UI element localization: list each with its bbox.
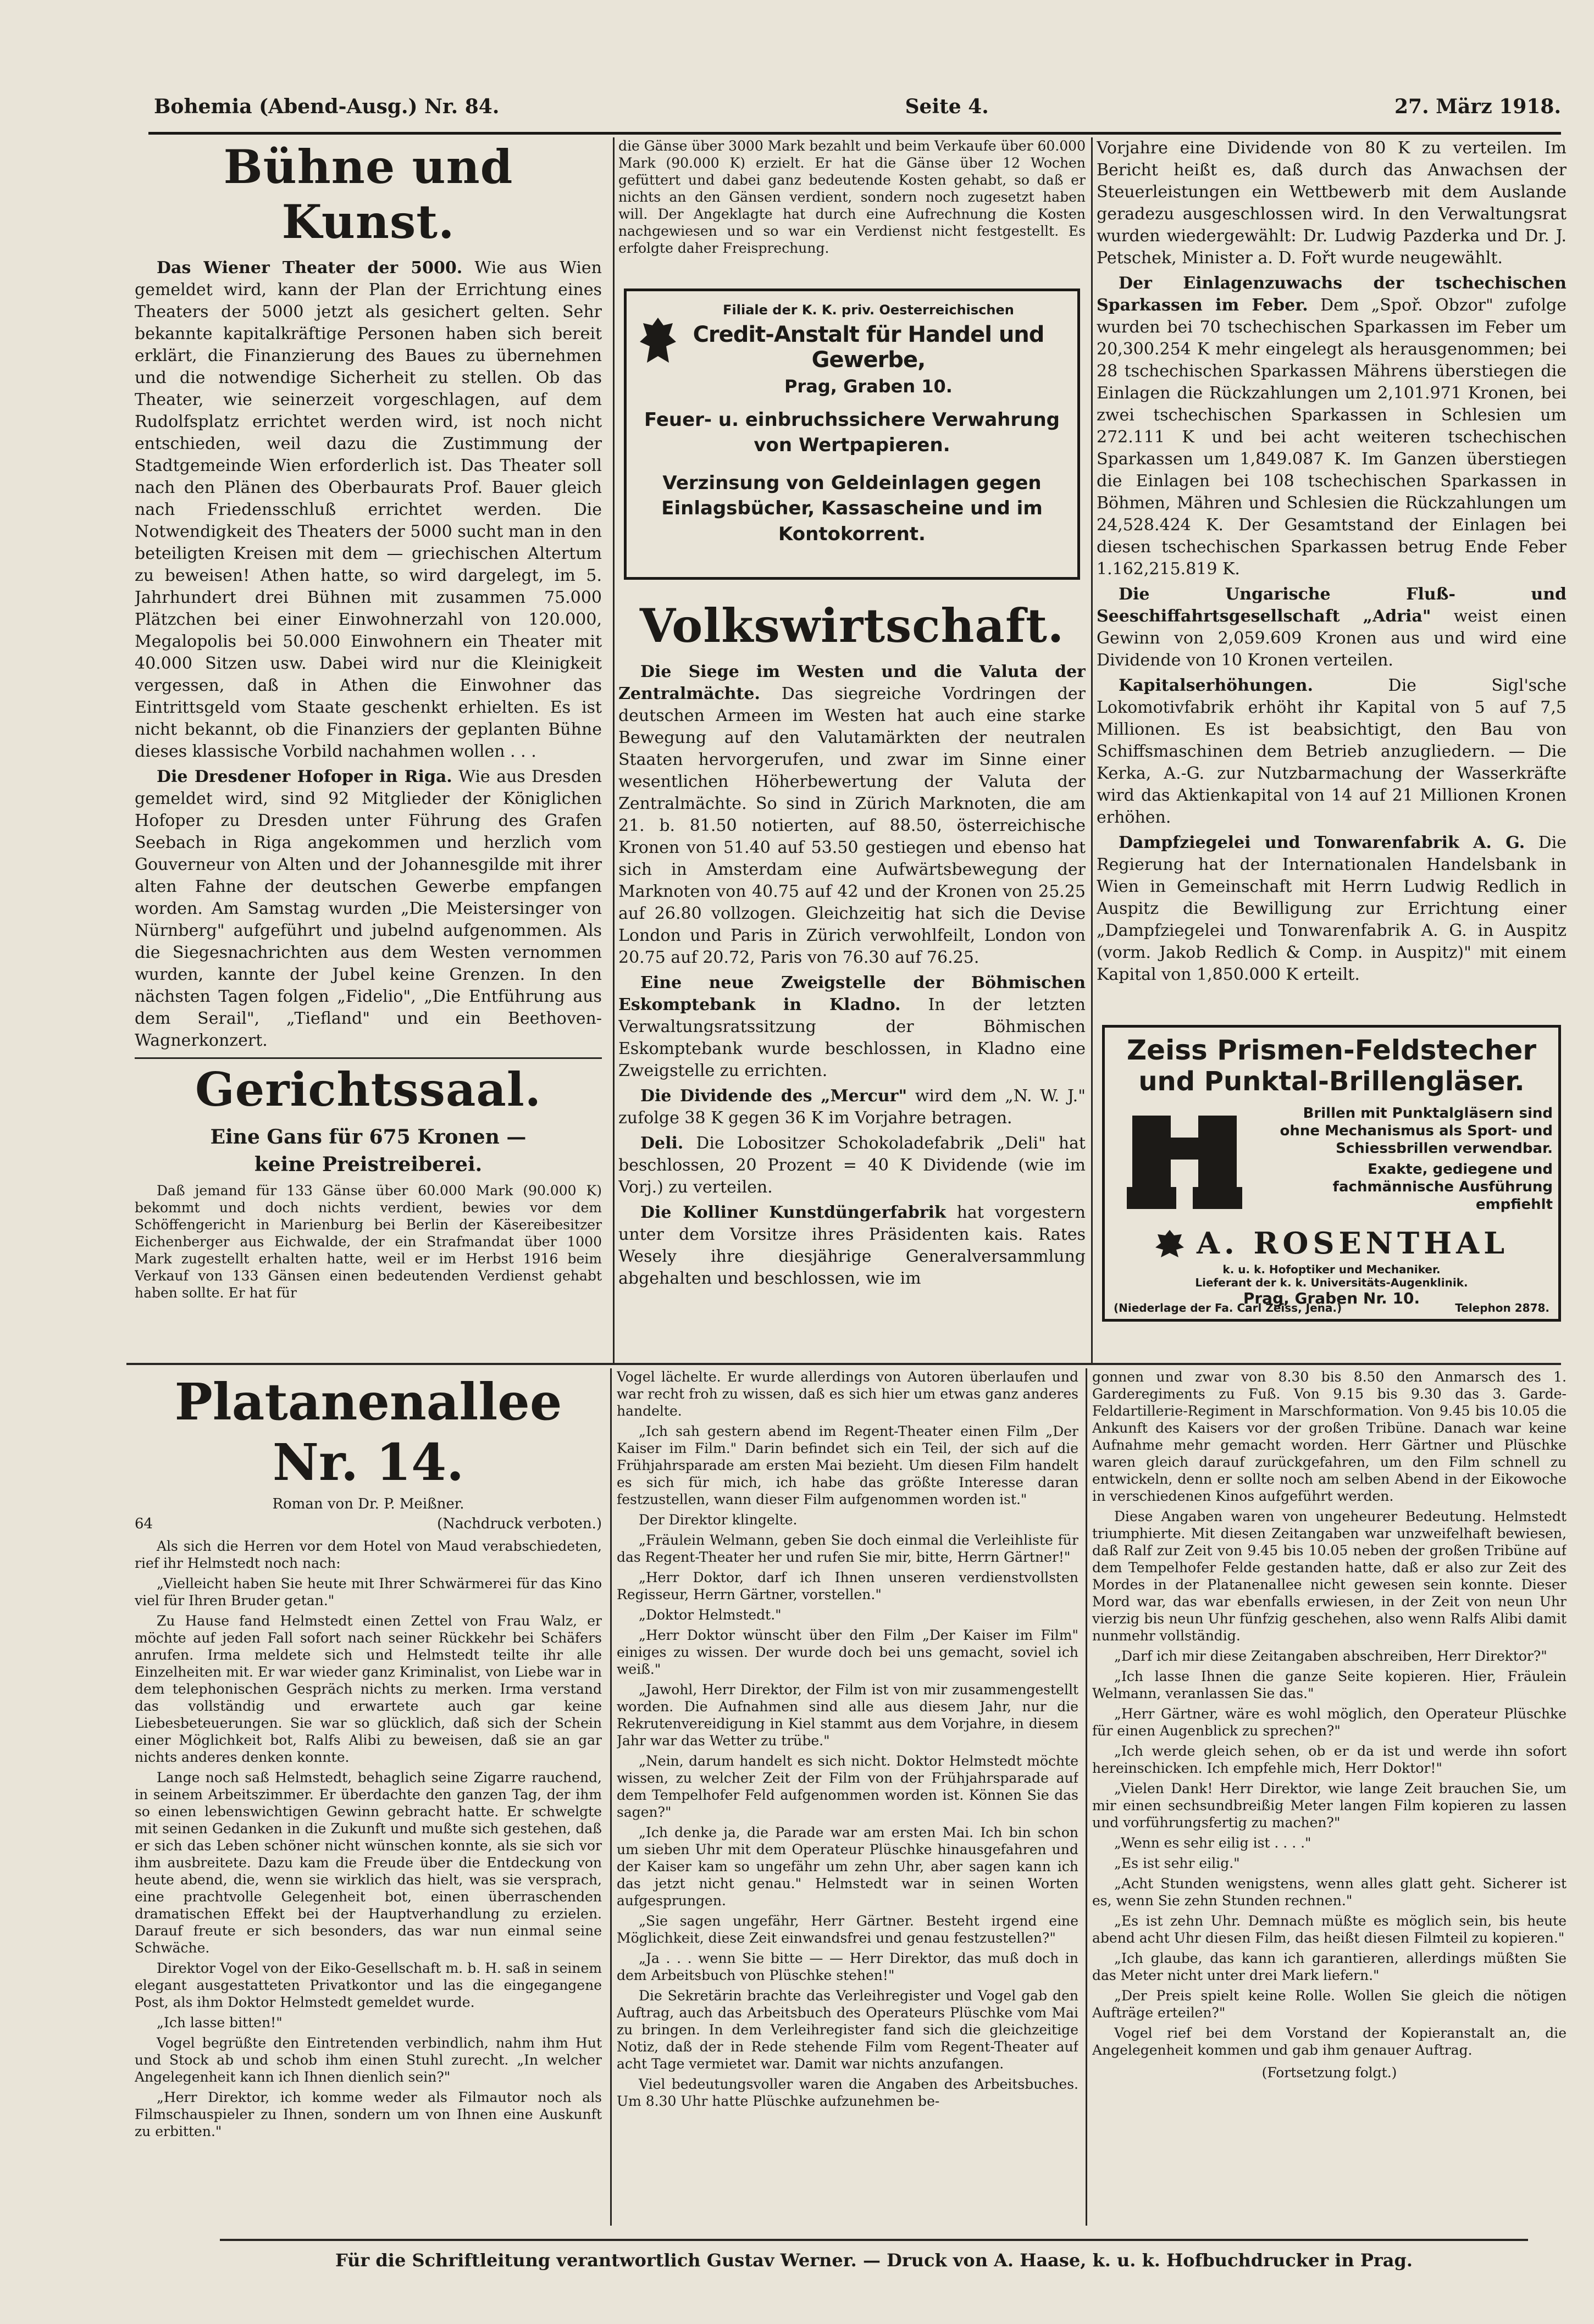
ad-line: Zeiss Prismen-Feldstecher xyxy=(1126,1034,1537,1066)
serial-rule-2 xyxy=(1086,1368,1087,2226)
serial-paragraph: „Es ist zehn Uhr. Demnach müßte es möglich sein, bis heute abend acht Uhr diesen Film, das heißt diesen Filmteil zu kopieren." xyxy=(1092,1913,1567,1946)
serial-paragraph: „Der Preis spielt keine Rolle. Wollen Sie gleich die nötigen Aufträge erteilen?" xyxy=(1092,1988,1567,2021)
article-dresdener-hofoper: Die Dresdener Hofoper in Riga. Wie aus Dresden gemeldet wird, sind 92 Mitglieder der Königlichen Hofoper zu Dresden unter Führung des Grafen Seebach in Riga angekommen und herzlich vom Gouverneur von Alten und der Johannesgilde mit ihrer alten Fahne der deutschen Gewerbe empfangen worden. Am Samstag wurden „Die Meistersinger von Nürnberg" aufgeführt und jubelnd aufgenommen. Als die Siegesnachrichten aus dem Westen vernommen wurden, kannte der Jubel keine Grenzen. In den nächsten Tagen folgen „Fidelio", „Die Entführung aus dem Serail", „Tiefland" und ein Beethoven-Wagnerkonzert. xyxy=(135,767,602,1050)
ad-line: Prag, Graben 10. xyxy=(784,376,953,397)
ad-line: Kontokorrent. xyxy=(778,523,926,545)
section-title-volkswirtschaft: Volkswirtschaft. xyxy=(639,598,1065,653)
serial-paragraph: Zu Hause fand Helmstedt einen Zettel von Frau Walz, er möchte auf jeden Fall sofort nach seiner Rückkehr bei Schäfers anrufen. Irma meldete sich und Helmstedt teilte ihr alle Einzelheiten mit. Er war wieder ganz Kriminalist, von Liebe war in dem telephonischen Gespräch nichts zu merken. Irma verstand das vollständig und erwartete auch gar keine Liebesbeteuerungen. Sie war so glücklich, daß sich der Schein einer Möglichkeit bot, Ralfs Alibi zu beweisen, daß sie an gar nichts anderes denken konnte. xyxy=(135,1613,602,1765)
serial-paragraph: „Ich lasse Ihnen die ganze Seite kopieren. Hier, Fräulein Welmann, veranlassen Sie das." xyxy=(1092,1668,1567,1701)
section-rule xyxy=(126,1363,1561,1365)
column-rule-1 xyxy=(613,137,615,1363)
article-kapitalserhoehungen: Kapitalserhöhungen. Die Sigl'sche Lokomotivfabrik erhöht ihr Kapital von 5 auf 7,5 Millionen. Es ist beabsichtigt, den Bau von Schiffsmaschinen dem Betrieb anzugliedern. — Die Kerka, A.-G. zur Nutzbarmachung der Wasserkräfte wird das Aktienkapital von 14 auf 21 Millionen Kronen erhöhen. xyxy=(1097,676,1567,827)
footer-rule xyxy=(220,2239,1528,2241)
ad-line: k. u. k. Hofoptiker und Mechaniker. xyxy=(1222,1263,1441,1276)
article-lead: Die Dresdener Hofoper in Riga. xyxy=(157,767,452,786)
article-dividende-mercur: Die Dividende des „Mercur" wird dem „N. W. J." zufolge 38 K gegen 36 K im Vorjahre betragen. xyxy=(618,1086,1086,1128)
column-2-lower xyxy=(618,596,1086,1360)
ad-line: und Punktal-Brillengläser. xyxy=(1138,1066,1525,1097)
header-rule xyxy=(148,132,1561,135)
article-deli: Deli. Die Lobositzer Schokoladefabrik „Deli" hat beschlossen, 20 Prozent = 40 K Dividende (wie im Vorj.) zu verteilen. xyxy=(618,1134,1086,1197)
serial-rule-1 xyxy=(610,1368,612,2226)
serial-paragraph: „Ich glaube, das kann ich garantieren, allerdings müßten Sie das Meter nicht unter drei Mark liefern." xyxy=(1092,1950,1567,1983)
column-3 xyxy=(1097,137,1567,1017)
serial-paragraph: „Herr Doktor wünscht über den Film „Der Kaiser im Film" einiges zu wissen. Der wurde doch bei uns gemacht, soviel ich weiß." xyxy=(617,1627,1078,1677)
eagle-emblem-icon xyxy=(1154,1228,1185,1258)
serial-paragraph: Diese Angaben waren von ungeheurer Bedeutung. Helmstedt triumphierte. Mit diesen Zeitangaben war unzweifelhaft bewiesen, daß Ralf zur Zeit von 9.45 bis 10.05 neben der großen Tribüne auf dem Tempelhofer Felde gestanden hatte, daß er also zur Zeit des Mordes in der Platanenallee nicht gewesen sein konnte. Dieser Mord war, das war ebenfalls erwiesen, in der Zeit von neun Uhr vierzig bis neun Uhr fünfzig geschehen, also wenn Ralfs Alibi damit nunmehr vollständig. xyxy=(1092,1508,1567,1644)
serial-paragraph: „Acht Stunden wenigstens, wenn alles glatt geht. Sicherer ist es, wenn Sie zehn Stunden rechnen." xyxy=(1092,1876,1567,1909)
serial-paragraph: „Ich werde gleich sehen, ob er da ist und werde ihn sofort hereinschicken. Ich empfehle mich, Herr Doktor!" xyxy=(1092,1743,1567,1776)
ad-zeiss-rosenthal xyxy=(1102,1025,1561,1322)
ad-line: Credit-Anstalt für Handel und Gewerbe, xyxy=(693,322,1044,373)
serial-paragraph: Der Direktor klingelte. xyxy=(639,1512,798,1528)
serial-column-3 xyxy=(1092,1368,1567,2231)
eagle-emblem-icon xyxy=(639,313,677,374)
serial-paragraph: „Herr Direktor, ich komme weder als Filmautor noch als Filmschauspieler zu Ihnen, sondern um von Ihnen eine Auskunft zu erbitten." xyxy=(135,2089,602,2139)
header-right: 27. März 1918. xyxy=(1394,95,1561,118)
article-lead: Das Wiener Theater der 5000. xyxy=(157,258,463,278)
article-gans-cont: die Gänse über 3000 Mark bezahlt und beim Verkaufe über 60.000 Mark (90.000 K) erzielt. Er hat die Gänse über 12 Wochen gefüttert und dabei ganz bedeutende Kosten gehabt, so daß er nichts an den Gänsen verdient, sondern noch zugesetzt haben will. Der Angeklagte hat durch eine Aufrechnung die Kosten nachgewiesen und so war ein Verdienst nicht festgestellt. Es erfolgte daher Freisprechung. xyxy=(618,138,1086,256)
imprint-footer: Für die Schriftleitung verantwortlich Gustav Werner. — Druck von A. Haase, k. u. k. Hofbuchdrucker in Prag. xyxy=(335,2250,1413,2271)
serial-title: Platanenallee Nr. 14. xyxy=(174,1372,562,1492)
serial-paragraph: „Jawohl, Herr Direktor, der Film ist von mir zusammengestellt worden. Die Aufnahmen sind alle aus diesem Jahr, nur die Rekrutenvereidigung in Kiel stammt aus dem Vorjahre, in diesem Jahr war das Wetter zu trübe." xyxy=(617,1682,1078,1749)
ad-line: Lieferant der k. k. Universitäts-Augenklinik. xyxy=(1195,1276,1468,1289)
header-center: Seite 4. xyxy=(905,95,989,118)
serial-paragraph: „Darf ich mir diese Zeitangaben abschreiben, Herr Direktor?" xyxy=(1114,1648,1547,1664)
serial-number: 64 xyxy=(135,1516,153,1532)
divider xyxy=(135,1057,602,1059)
article-wiener-theater: Das Wiener Theater der 5000. Wie aus Wien gemeldet wird, kann der Plan der Errichtung eines Theaters der 5000 jetzt als gesichert gelten. Sehr bekannte kapitalkräftige Personen haben sich bereit erklärt, die Finanzierung des Baues zu übernehmen und die notwendige Sicherheit zu stellen. Ob das Theater, wie seinerzeit vorgeschlagen, auf dem Rudolfsplatz errichtet werden wird, ist noch nicht entschieden, weil dazu die Zustimmung der Stadtgemeinde Wien erforderlich ist. Das Theater soll nach den Plänen des Oberbaurats Prof. Bauer gleich nach Friedensschluß errichtet werden. Die Notwendigkeit des Theaters der 5000 sucht man in den beteiligten Kreisen mit dem — griechischen Altertum zu beweisen! Athen hatte, so wird dargelegt, im 5. Jahrhundert drei Bühnen mit zusammen 75.000 Plätzchen bei einer Einwohnerzahl von 120.000, Megalopolis bei 50.000 Einwohnern ein Theater mit 40.000 Sitzen usw. Dabei wird nur die Kleinigkeit vergessen, daß in Athen die Einwohner das Eintrittsgeld vom Staate geschenkt erhielten. Es ist nicht bekannt, ob die Finanziers der geplanten Bühne dieses klassische Vorbild nachahmen wollen . . . xyxy=(135,258,602,761)
ad-line: Feuer- u. einbruchssichere Verwahrung xyxy=(644,409,1060,431)
subhead-preistreiberei: keine Preistreiberei. xyxy=(254,1153,483,1176)
serial-paragraph: „Fräulein Welmann, geben Sie doch einmal die Verleihliste für das Regent-Theater her und rufen Sie mir, bitte, Herrn Gärtner!" xyxy=(617,1532,1078,1565)
serial-paragraph: „Doktor Helmstedt." xyxy=(639,1607,782,1623)
serial-paragraph: „Wenn es sehr eilig ist . . . ." xyxy=(1114,1835,1311,1851)
serial-paragraph: „Vielen Dank! Herr Direktor, wie lange Zeit brauchen Sie, um mir einen sechsundbreißig Meter langen Film kopieren zu lassen und vorführungsfertig zu machen?" xyxy=(1092,1781,1567,1831)
serial-paragraph: „Ja . . . wenn Sie bitte — — Herr Direktor, das muß doch in dem Arbeitsbuch von Plüschke stehen!" xyxy=(617,1950,1078,1983)
ad-line: Verzinsung von Geldeinlagen gegen Einlagsbücher, Kassascheine und im xyxy=(661,472,1043,519)
running-header xyxy=(154,89,1561,124)
serial-paragraph: Als sich die Herren vor dem Hotel von Maud verabschiedeten, rief ihr Helmstedt noch nach: xyxy=(135,1538,602,1571)
serial-column-2 xyxy=(617,1368,1078,2231)
ad-line: (Niederlage der Fa. Carl Zeiss, Jena.) xyxy=(1114,1301,1342,1314)
ad-line: Telephon 2878. xyxy=(1455,1301,1549,1314)
serial-paragraph: Viel bedeutungsvoller waren die Angaben des Arbeitsbuches. Um 8.30 Uhr hatte Plüschke aufzunehmen be- xyxy=(617,2076,1078,2109)
serial-paragraph: „Ich lasse bitten!" xyxy=(157,2015,283,2031)
serial-paragraph: „Ich sah gestern abend im Regent-Theater einen Film „Der Kaiser im Film." Darin befindet sich ein Teil, der sich auf die Frühjahrsparade am ersten Mai bezieht. Um diesen Film handelt es sich für mich, ich habe das größte Interesse daran festzustellen, wann dieser Film aufgenommen worden ist." xyxy=(617,1423,1078,1507)
ad-line: Brillen mit Punktalgläsern sind ohne Mechanismus als Sport- und Schiessbrillen verwendbar. xyxy=(1280,1105,1553,1157)
serial-paragraph: „Herr Doktor, darf ich Ihnen unseren verdienstvollsten Regisseur, Herrn Gärtner, vorstellen." xyxy=(617,1569,1078,1602)
article-siege-valuta: Die Siege im Westen und die Valuta der Zentralmächte. Das siegreiche Vordringen der deutschen Armeen im Westen hat auch eine starke Bewegung auf den Valutamärkten der neutralen Staaten hervorgerufen, und zwar im Sinne einer wesentlichen Höherbewertung der Valuta der Zentralmächte. So sind in Zürich Marknoten, die am 21. b. 81.50 notierten, auf 88.50, österreichische Kronen von 51.40 auf 53.50 gestiegen und ebenso hat sich in Amsterdam eine Aufwärtsbewegung der Marknoten von 40.75 auf 42 und der Kronen von 25.25 auf 26.80 vollzogen. Gleichzeitig hat sich die Devise London und Paris in Zürich verwohlfeilt, London von 20.75 auf 20.72, Paris von 76.30 auf 76.25. xyxy=(618,662,1086,967)
ad-rosenthal-name: A. ROSENTHAL xyxy=(1197,1225,1509,1261)
serial-paragraph: „Herr Gärtner, wäre es wohl möglich, den Operateur Plüschke für einen Augenblick zu sprechen?" xyxy=(1092,1706,1567,1739)
serial-paragraph: „Vielleicht haben Sie heute mit Ihrer Schwärmerei für das Kino viel für Ihren Bruder getan." xyxy=(135,1576,602,1609)
serial-column-1 xyxy=(135,1368,602,2231)
article-dampfziegelei: Dampfziegelei und Tonwarenfabrik A. G. Die Regierung hat der Internationalen Handelsbank in Wien in Gemeinschaft mit Herrn Ludwig Redlich in Auspitz die Bewilligung zur Errichtung einer „Dampfziegelei und Tonwarenfabrik A. G. in Auspitz (vorm. Jakob Redlich & Comp. in Auspitz)" mit einem Kapital von 1,850.000 K erteilt. xyxy=(1097,833,1567,984)
serial-paragraph: „Nein, darum handelt es sich nicht. Doktor Helmstedt möchte wissen, zu welcher Zeit der Film von der Frühjahrsparade auf dem Tempelhofer Feld aufgenommen worden ist. Können Sie das sagen?" xyxy=(617,1753,1078,1820)
column-rule-2 xyxy=(1091,137,1093,1363)
header-left: Bohemia (Abend-Ausg.) Nr. 84. xyxy=(154,95,500,118)
ad-line: Filiale der K. K. priv. Oesterreichischen xyxy=(723,302,1014,318)
serial-continuation: (Fortsetzung folgt.) xyxy=(1261,2065,1397,2081)
serial-paragraph: Lange noch saß Helmstedt, behaglich seine Zigarre rauchend, in seinem Arbeitszimmer. Er überdachte den ganzen Tag, der ihm so einen lebenswichtigen Gewinn gebracht hatte. Er schwelgte mit seinen Gedanken in die Zukunft und mußte sich gestehen, daß er sich das Leben schöner nicht wünschen konnte, als sie sich vor ihm ausbreitete. Dazu kam die Freude über die Entdeckung von heute abend, die, wenn sie wirklich das hielt, was sie versprach, eine prachtvolle Gelegenheit bot, einen überraschenden dramatischen Effekt bei der Hauptverhandlung zu erzielen. Darauf freute er sich besonders, das war nun einmal seine Schwäche. xyxy=(135,1770,602,1956)
serial-paragraph: „Sie sagen ungefähr, Herr Gärtner. Besteht irgend eine Möglichkeit, diese Zeit einwandsfrei und genau festzustellen?" xyxy=(617,1913,1078,1946)
article-kolliner: Die Kolliner Kunstdüngerfabrik hat vorgestern unter dem Vorsitze ihres Präsidenten kais. Rates Wesely ihre diesjährige Generalversammlung abgehalten und beschlossen, wie im xyxy=(618,1203,1086,1288)
serial-paragraph: Die Sekretärin brachte das Verleihregister und Vogel gab den Auftrag, auch das Arbeitsbuch des Operateurs Plüschke vom Mai zu bringen. In dem Verleihregister fand sich die gleichzeitige Notiz, daß der in Rede stehende Film vom Regent-Theater auf acht Tage vermietet war. Damit war nichts anzufangen. xyxy=(617,1988,1078,2072)
section-title-gerichtssaal: Gerichtssaal. xyxy=(195,1062,541,1117)
serial-paragraph: Vogel begrüßte den Eintretenden verbindlich, nahm ihm Hut und Stock ab und schob ihm einen Stuhl zurecht. „In welcher Angelegenheit kann ich Ihnen dienlich sein?" xyxy=(135,2035,602,2085)
serial-note: (Nachdruck verboten.) xyxy=(437,1516,602,1532)
subhead-gans: Eine Gans für 675 Kronen — xyxy=(210,1125,527,1149)
serial-paragraph: Vogel rief bei dem Vorstand der Kopieranstalt an, die Angelegenheit kommen und gab ihm genauer Auftrag. xyxy=(1092,2025,1567,2058)
serial-paragraph: Direktor Vogel von der Eiko-Gesellschaft m. b. H. saß in seinem elegant ausgestatteten Privatkontor und las die eingegangene Post, als ihm Doktor Helmstedt gemeldet wurde. xyxy=(135,1960,602,2010)
ad-line: Exakte, gediegene und fachmännische Ausführung empfiehlt xyxy=(1332,1161,1553,1213)
article-gans: Daß jemand für 133 Gänse über 60.000 Mark (90.000 K) bekommt und doch nichts verdient, bewies vor dem Schöffengericht in Marienburg bei Berlin der Käsereibesitzer Eichenberger aus Eichwalde, der ein Strafmandat über 1000 Mark zugestellt erhalten hatte, weil er im Herbst 1916 beim Verkauf von 133 Gänsen einen bedeutenden Verdienst gehabt haben sollte. Er hat für xyxy=(135,1183,602,1301)
serial-paragraph: „Es ist sehr eilig." xyxy=(1114,1855,1240,1871)
serial-paragraph: „Ich denke ja, die Parade war am ersten Mai. Ich bin schon um sieben Uhr mit dem Operateur Plüschke hinausgefahren und der Kaiser kam so ungefähr um zehn Uhr, aber sagen kann ich das jetzt nicht genau." Helmstedt war in seinen Worten aufgesprungen. xyxy=(617,1824,1078,1909)
ad-credit-anstalt xyxy=(624,289,1080,580)
binoculars-icon xyxy=(1121,1105,1248,1214)
serial-byline: Roman von Dr. P. Meißner. xyxy=(272,1496,464,1512)
article-adria: Die Ungarische Fluß- und Seeschiffahrtsgesellschaft „Adria" weist einen Gewinn von 2,059.609 Kronen aus und wird eine Dividende von 10 Kronen verteilen. xyxy=(1097,585,1567,670)
serial-paragraph: Vogel lächelte. Er wurde allerdings von Autoren überlaufen und war recht froh zu wissen, daß es sich hier um etwas ganz anderes handelte. xyxy=(617,1369,1078,1419)
article-sparkassen: Der Einlagenzuwachs der tschechischen Sparkassen im Feber. Dem „Spoř. Obzor" zufolge wurden bei 70 tschechischen Sparkassen im Feber um 20,300.254 K mehr eingelegt als herausgenommen; bei 28 tschechischen Sparkassen Mährens überstiegen die Einlagen die Rückzahlungen um 2,101.971 Kronen, bei zwei tschechischen Sparkassen in Schlesien um 272.111 K und bei acht weiteren tschechischen Sparkassen um 1,849.087 K. Im Ganzen überstiegen die Einlagen bei 108 tschechischen Sparkassen in Böhmen, Mähren und Schlesien die Rückzahlungen um 24,528.424 K. Der Gesamtstand der Einlagen bei diesen tschechischen Sparkassen betrug Ende Feber 1.162,215.819 K. xyxy=(1097,274,1567,579)
section-title-buehne: Bühne und Kunst. xyxy=(223,140,513,249)
serial-meta xyxy=(135,1515,602,1533)
ad-line: Prag, Graben Nr. 10. xyxy=(1243,1289,1420,1307)
article-kolliner-cont: Vorjahre eine Dividende von 80 K zu verteilen. Im Bericht heißt es, daß durch das Anwachsen der Steuerleistungen ein Wettbewerb mit dem Auslande geradezu ausgeschlossen wird. In den Verwaltungsrat wurden wiedergewählt: Dr. Ludwig Pazderka und Dr. J. Petschek, Minister a. D. Fořt wurde neugewählt. xyxy=(1097,138,1567,268)
article-zweigstelle-kladno: Eine neue Zweigstelle der Böhmischen Eskomptebank in Kladno. In der letzten Verwaltungsratssitzung der Böhmischen Eskomptebank wurde beschlossen, in Kladno eine Zweigstelle zu errichten. xyxy=(618,973,1086,1080)
column-1 xyxy=(135,137,602,1360)
ad-line: von Wertpapieren. xyxy=(754,434,950,456)
serial-paragraph: gonnen und zwar von 8.30 bis 8.50 den Anmarsch des 1. Garderegiments zu Fuß. Von 9.15 bis 9.30 das 3. Garde-Feldartillerie-Regiment in Marschformation. Von 9.45 bis 10.05 die Ankunft des Kaisers vor der großen Tribüne. Danach war keine Aufnahme mehr gemacht worden. Herr Gärtner und Plüschke waren gleich darauf zurückgefahren, um den Film schnell zu entwickeln, denn er sollte noch am selben Abend in der Eikowoche in verschiedenen Kinos aufgeführt werden. xyxy=(1092,1369,1567,1504)
